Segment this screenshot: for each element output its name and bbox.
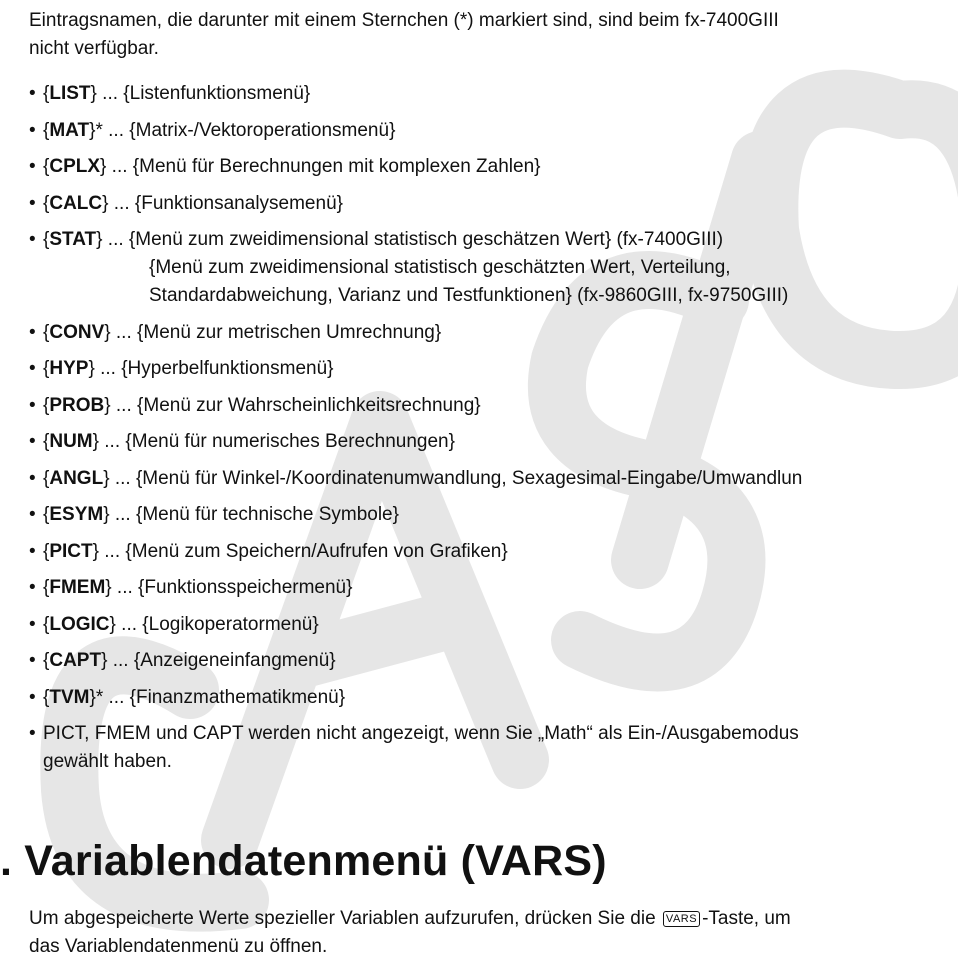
intro-line-2: nicht verfügbar. <box>29 38 159 59</box>
menu-item-list <box>29 80 954 776</box>
intro-paragraph <box>29 7 949 63</box>
menu-description: ... {Menü für technische Symbole} <box>109 504 399 525</box>
menu-description: ... {Menü für numerisches Berechnungen} <box>99 431 455 452</box>
menu-key: CPLX <box>49 156 101 177</box>
menu-description: ... {Anzeigeneinfangmenü} <box>107 650 336 671</box>
menu-key: CONV <box>49 321 105 343</box>
list-item: • {TVM}* ... {Finanzmathematikmenü} <box>29 686 346 708</box>
menu-description: ... {Finanzmathematikmenü} <box>103 686 346 708</box>
intro-line-1: Eintragsnamen, die darunter mit einem Sternchen (*) markiert sind, sind beim fx-7400GIII <box>29 10 779 31</box>
outro-line-2: das Variablendatenmenü zu öffnen. <box>29 936 328 957</box>
list-item: • {MAT}* ... {Matrix-/Vektoroperationsmenü} <box>29 119 396 141</box>
menu-description: ... {Hyperbelfunktionsmenü} <box>94 358 334 379</box>
outro-paragraph <box>29 905 949 961</box>
menu-description-continued: {Menü zum zweidimensional statistisch geschätzten Wert, Verteilung, <box>149 257 731 278</box>
menu-key: ANGL <box>49 467 104 489</box>
menu-key: TVM <box>49 686 90 708</box>
menu-key: LIST <box>49 83 91 104</box>
outro-text-before: Um abgespeicherte Werte spezieller Variablen aufzurufen, drücken Sie die <box>29 908 661 929</box>
menu-description: ... {Menü zur Wahrscheinlichkeitsrechnung} <box>110 394 481 416</box>
vars-key-icon: VARS <box>663 911 700 927</box>
note-line-1: PICT, FMEM und CAPT werden nicht angezeigt, wenn Sie „Math“ als Ein-/Ausgabemodus <box>43 723 799 744</box>
list-item: • {LIST} ... {Listenfunktionsmenü} <box>29 83 311 104</box>
menu-description: ... {Menü für Winkel-/Koordinatenumwandlung, Sexagesimal-Eingabe/Umwandlun <box>109 467 803 489</box>
menu-key: CAPT <box>49 650 102 671</box>
menu-description: ... {Listenfunktionsmenü} <box>96 83 311 104</box>
menu-key: FMEM <box>49 577 106 598</box>
outro-text-after: -Taste, um <box>702 908 791 929</box>
list-item: • {NUM} ... {Menü für numerisches Berechnungen} <box>29 431 455 452</box>
list-item: • {PROB} ... {Menü zur Wahrscheinlichkeitsrechnung} <box>29 394 481 416</box>
menu-description: ... {Menü für Berechnungen mit komplexen Zahlen} <box>106 156 541 177</box>
menu-description: ... {Menü zum zweidimensional statistisch geschätzen Wert} (fx-7400GIII) <box>102 229 724 250</box>
list-item: • {ANGL} ... {Menü für Winkel-/Koordinatenumwandlung, Sexagesimal-Eingabe/Umwandlun <box>29 467 803 489</box>
menu-description: ... {Menü zur metrischen Umrechnung} <box>110 321 442 343</box>
menu-description: ... {Funktionsspeichermenü} <box>111 577 353 598</box>
list-item: • {CALC} ... {Funktionsanalysemenü} <box>29 192 343 214</box>
menu-description: ... {Logikoperatormenü} <box>115 613 319 635</box>
list-item: • {ESYM} ... {Menü für technische Symbole} <box>29 504 399 525</box>
menu-key: HYP <box>49 358 89 379</box>
menu-description: ... {Matrix-/Vektoroperationsmenü} <box>102 119 396 141</box>
list-item: • {STAT} ... {Menü zum zweidimensional statistisch geschätzen Wert} (fx-7400GIII) {Menü zum zweidimensional statistisch geschätzten Wert, Verteilung, Standardabweichung, Varianz und Testfunktionen} (fx-9860GIII, fx-9750GIII) <box>29 226 954 310</box>
menu-key: CALC <box>49 192 103 214</box>
menu-description: ... {Menü zum Speichern/Aufrufen von Grafiken} <box>99 540 508 562</box>
list-item: • {FMEM} ... {Funktionsspeichermenü} <box>29 577 353 598</box>
menu-description: ... {Funktionsanalysemenü} <box>108 192 343 214</box>
list-item: • {CONV} ... {Menü zur metrischen Umrechnung} <box>29 321 442 343</box>
menu-key: PROB <box>49 394 105 416</box>
menu-key: MAT <box>49 119 90 141</box>
section-title: . Variablendatenmenü (VARS) <box>0 837 607 885</box>
note-item: • PICT, FMEM und CAPT werden nicht angezeigt, wenn Sie „Math“ als Ein-/Ausgabemodus gewählt haben. <box>29 723 799 772</box>
list-item: • {CPLX} ... {Menü für Berechnungen mit komplexen Zahlen} <box>29 156 541 177</box>
menu-key: ESYM <box>49 504 104 525</box>
list-item: • {PICT} ... {Menü zum Speichern/Aufrufen von Grafiken} <box>29 540 508 562</box>
list-item: • {HYP} ... {Hyperbelfunktionsmenü} <box>29 358 334 379</box>
menu-key: STAT <box>49 229 97 250</box>
menu-description-continued: Standardabweichung, Varianz und Testfunktionen} (fx-9860GIII, fx-9750GIII) <box>149 285 789 306</box>
list-item: • {CAPT} ... {Anzeigeneinfangmenü} <box>29 650 336 671</box>
menu-key: NUM <box>49 431 93 452</box>
menu-key: LOGIC <box>49 613 110 635</box>
menu-key: PICT <box>49 540 93 562</box>
note-line-2: gewählt haben. <box>43 751 172 772</box>
list-item: • {LOGIC} ... {Logikoperatormenü} <box>29 613 319 635</box>
